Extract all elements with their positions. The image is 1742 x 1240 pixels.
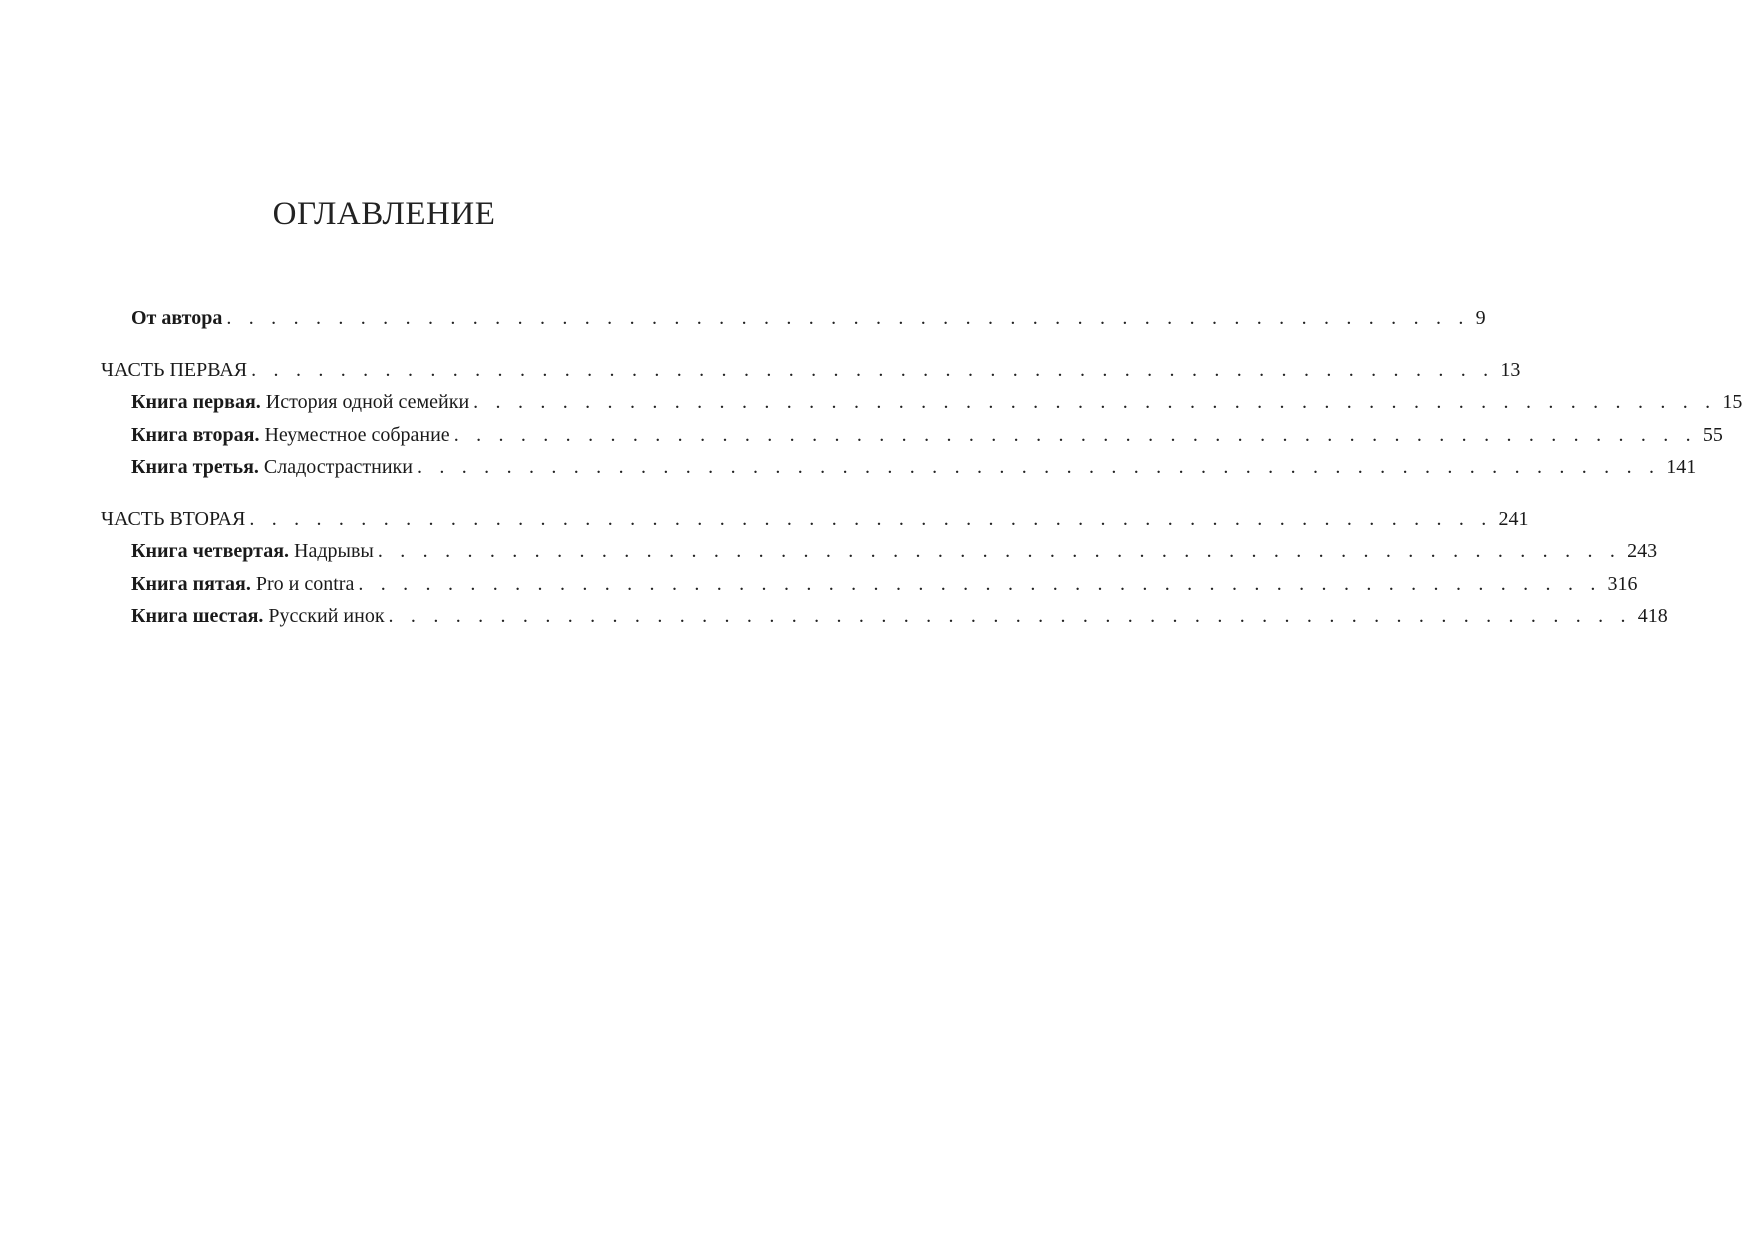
toc-entry-book-six[interactable] [101, 600, 1668, 633]
dot-leader: . . . . . . . . . . . . . . . . . . . . . . . . . . . . . . . . . . . . . . . . . . . . . . . . . . . . . . . . [251, 358, 1495, 381]
toc-entry-text: ЧАСТЬ ВТОРАЯ [101, 507, 246, 530]
dot-leader: . . . . . . . . . . . . . . . . . . . . . . . . . . . . . . . . . . . . . . . . . . . . . . . . . . . . . . . . [226, 307, 1470, 329]
toc-entry-bold: Книга первая. [131, 391, 261, 413]
table-of-contents [101, 302, 1742, 633]
toc-page-number: 55 [1702, 423, 1723, 446]
toc-entry-bold: Книга шестая. [131, 605, 264, 627]
dot-leader: . . . . . . . . . . . . . . . . . . . . . . . . . . . . . . . . . . . . . . . . . . . . . . . . . . . . . . . . [453, 423, 1697, 446]
toc-entry-text: История одной семейки [265, 391, 470, 413]
toc-entry-part-two[interactable] [101, 503, 1529, 536]
toc-page-number: 9 [1475, 307, 1486, 329]
toc-entry-label [131, 302, 222, 335]
dot-leader: . . . . . . . . . . . . . . . . . . . . . . . . . . . . . . . . . . . . . . . . . . . . . . . . . . . . . . . . [473, 391, 1717, 413]
toc-entry-book-one[interactable] [101, 386, 1742, 419]
toc-page-number: 15 [1722, 391, 1742, 413]
toc-entry-text: Сладострастники [263, 456, 413, 478]
dot-leader: . . . . . . . . . . . . . . . . . . . . . . . . . . . . . . . . . . . . . . . . . . . . . . . . . . . . . . . . [377, 540, 1622, 562]
toc-entry-book-five[interactable] [101, 568, 1638, 601]
dot-leader: . . . . . . . . . . . . . . . . . . . . . . . . . . . . . . . . . . . . . . . . . . . . . . . . . . . . . . . . [358, 572, 1602, 595]
toc-entry-bold: Книга четвертая. [131, 540, 290, 562]
toc-page-number: 141 [1666, 456, 1697, 478]
toc-entry-label [131, 568, 354, 601]
toc-entry-book-four[interactable] [101, 535, 1658, 568]
toc-page-number: 316 [1607, 572, 1638, 595]
toc-page-number: 241 [1498, 507, 1529, 530]
toc-entry-book-two[interactable] [101, 419, 1723, 452]
toc-entry-text: Русский инок [268, 605, 385, 627]
toc-entry-label [131, 600, 385, 633]
toc-entry-label [131, 535, 374, 568]
toc-entry-text: Неуместное собрание [264, 423, 450, 446]
toc-page-number: 418 [1637, 605, 1668, 627]
toc-entry-bold: От автора [131, 307, 223, 329]
toc-entry-label [131, 386, 469, 419]
toc-entry-label [131, 419, 450, 452]
dot-leader: . . . . . . . . . . . . . . . . . . . . . . . . . . . . . . . . . . . . . . . . . . . . . . . . . . . . . . . . [416, 456, 1661, 478]
toc-entry-label [101, 354, 247, 387]
toc-entry-text: Надрывы [294, 540, 374, 562]
toc-entry-bold: Книга вторая. [131, 423, 260, 446]
toc-entry-bold: Книга третья. [131, 456, 259, 478]
toc-entry-author-preface[interactable] [101, 302, 1486, 335]
toc-entry-part-one[interactable] [101, 354, 1521, 387]
toc-entry-book-three[interactable] [101, 451, 1697, 484]
toc-entry-label [101, 503, 245, 536]
dot-leader: . . . . . . . . . . . . . . . . . . . . . . . . . . . . . . . . . . . . . . . . . . . . . . . . . . . . . . . . [388, 605, 1632, 627]
dot-leader: . . . . . . . . . . . . . . . . . . . . . . . . . . . . . . . . . . . . . . . . . . . . . . . . . . . . . . . . [249, 507, 1493, 530]
toc-entry-bold: Книга пятая. [131, 572, 251, 595]
toc-entry-text: Pro и contra [255, 572, 355, 595]
toc-entry-label [131, 451, 413, 484]
toc-page-number: 13 [1500, 358, 1521, 381]
toc-entry-text: ЧАСТЬ ПЕРВАЯ [101, 358, 248, 381]
page-title: ОГЛАВЛЕНИЕ [272, 196, 496, 232]
toc-page-number: 243 [1627, 540, 1658, 562]
